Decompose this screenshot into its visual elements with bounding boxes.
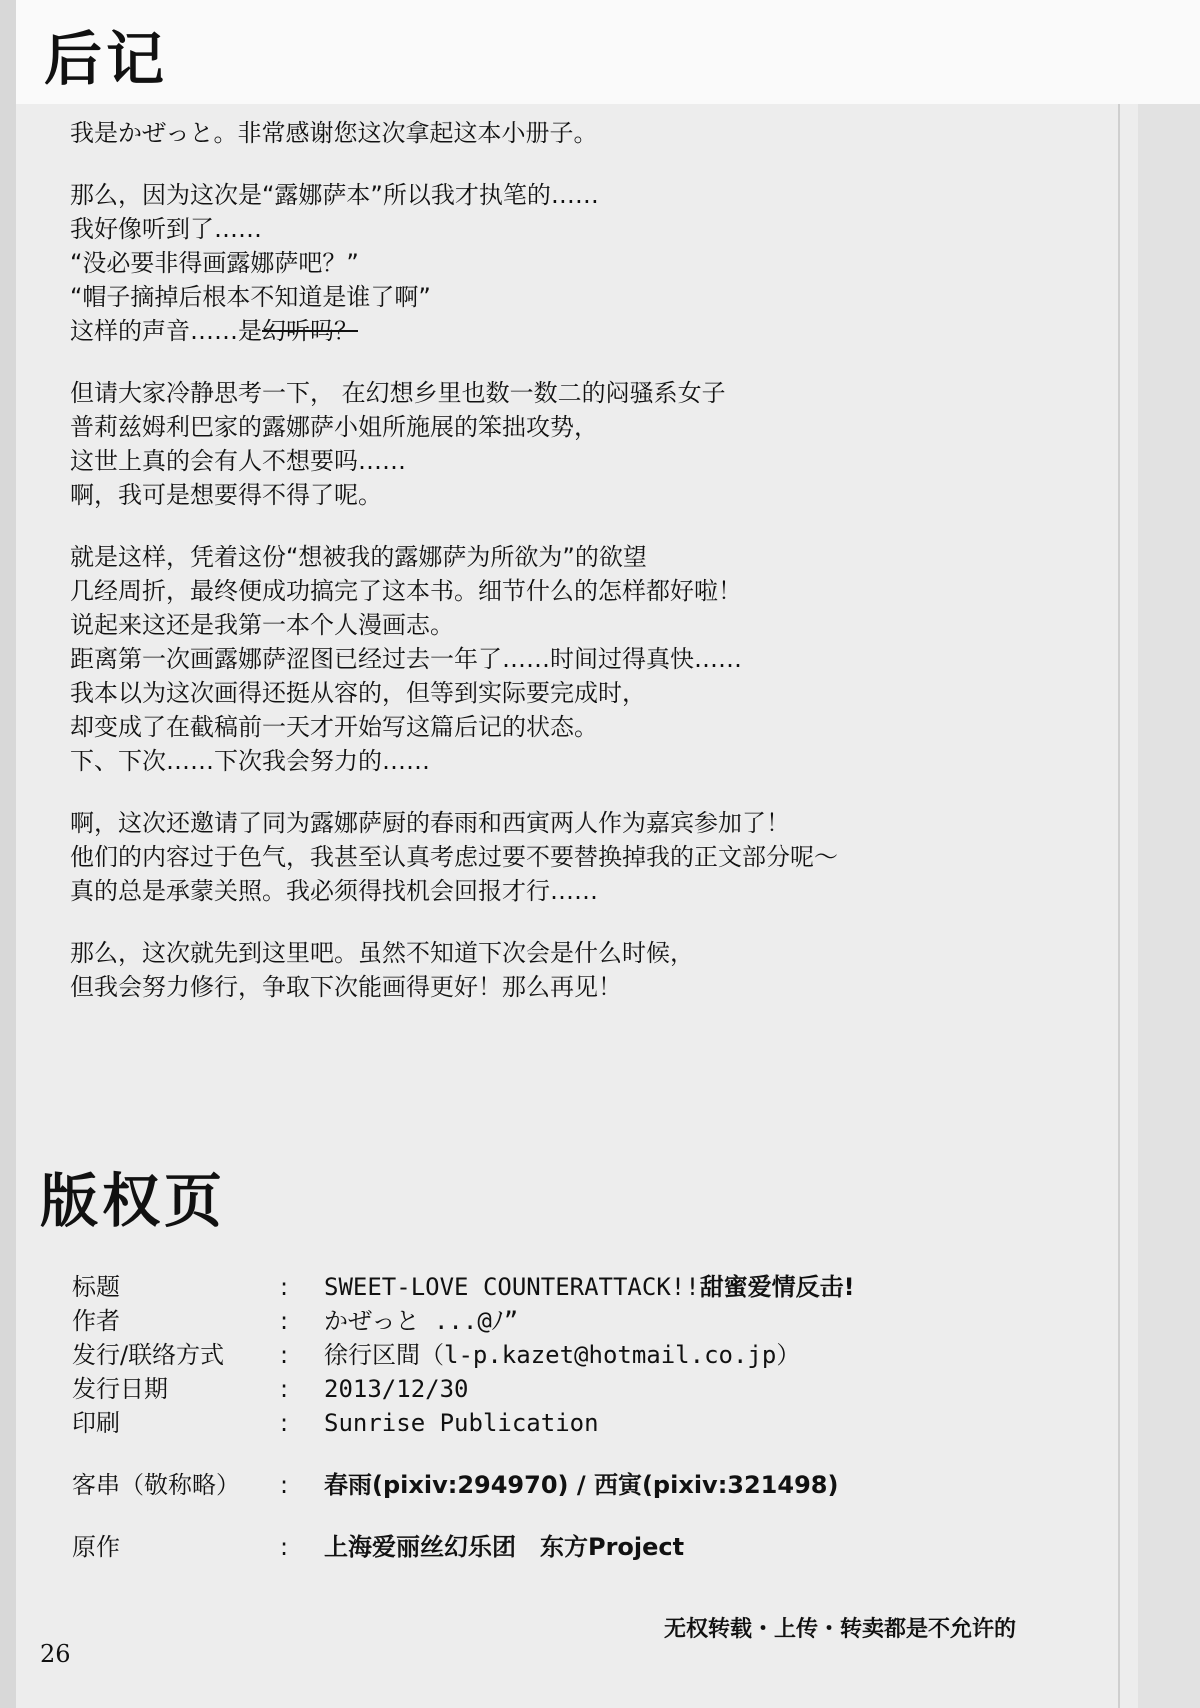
row-separator: :: [280, 1273, 289, 1301]
afterword-line: 距离第一次画露娜萨涩图已经过去一年了……时间过得真快……: [70, 645, 742, 673]
afterword-line-text: 这样的声音……是: [70, 317, 262, 345]
row-value: Sunrise Publication: [324, 1409, 599, 1437]
afterword-line: [70, 314, 838, 348]
afterword-line: 真的总是承蒙关照。我必须得找机会回报才行……: [70, 877, 598, 905]
afterword-heading: 后记: [44, 25, 169, 93]
colophon-row-original: [72, 1530, 685, 1564]
row-separator: :: [280, 1341, 289, 1369]
page-right-rule: [1118, 104, 1120, 1708]
row-label: 印刷: [72, 1409, 120, 1437]
struck-text: 幻听吗？: [262, 317, 358, 345]
row-value: 徐行区間（l-p.kazet@hotmail.co.jp）: [324, 1341, 801, 1369]
page-right-strip: [1138, 104, 1200, 1708]
colophon-row-guests: [72, 1468, 839, 1502]
afterword-line: 那么，因为这次是“露娜萨本”所以我才执笔的……: [70, 181, 599, 209]
row-label: 原作: [72, 1533, 120, 1561]
row-label: 作者: [72, 1307, 120, 1335]
afterword-line: “没必要非得画露娜萨吧？”: [70, 249, 359, 277]
afterword-line: 那么，这次就先到这里吧。虽然不知道下次会是什么时候，: [70, 939, 694, 967]
afterword-line: 但我会努力修行，争取下次能画得更好！那么再见！: [70, 973, 622, 1001]
afterword-line: 下、下次……下次我会努力的……: [70, 747, 430, 775]
colophon-row-publisher: [72, 1338, 801, 1372]
afterword-line: 几经周折，最终便成功搞完了这本书。细节什么的怎样都好啦！: [70, 577, 742, 605]
afterword-line: 这世上真的会有人不想要吗……: [70, 447, 406, 475]
colophon-table: [72, 1270, 855, 1564]
afterword-line: 却变成了在截稿前一天才开始写这篇后记的状态。: [70, 713, 598, 741]
afterword-line: 我是かぜっと。非常感谢您这次拿起这本小册子。: [70, 119, 598, 147]
row-separator: :: [280, 1409, 289, 1437]
afterword-line: 我本以为这次画得还挺从容的，但等到实际要完成时，: [70, 679, 646, 707]
afterword-line: 普莉兹姆利巴家的露娜萨小姐所施展的笨拙攻势，: [70, 413, 598, 441]
row-separator: :: [280, 1375, 289, 1403]
afterword-line: 啊，我可是想要得不得了呢。: [70, 481, 382, 509]
row-value: 2013/12/30: [324, 1375, 469, 1403]
colophon-row-author: [72, 1304, 519, 1338]
row-separator: :: [280, 1471, 289, 1499]
colophon-row-date: [72, 1372, 469, 1406]
afterword-line: “帽子摘掉后根本不知道是谁了啊”: [70, 283, 431, 311]
row-value: 上海爱丽丝幻乐团 东方Project: [324, 1533, 685, 1561]
colophon-row-printer: [72, 1406, 599, 1440]
row-separator: :: [280, 1307, 289, 1335]
title-chinese: 甜蜜爱情反击!: [699, 1273, 855, 1301]
row-label: 发行/联络方式: [72, 1341, 225, 1369]
afterword-line: 我好像听到了……: [70, 215, 262, 243]
title-english: SWEET-LOVE COUNTERATTACK!!: [324, 1273, 700, 1301]
header-band: [0, 0, 1200, 104]
row-label: 客串（敬称略）: [72, 1471, 240, 1499]
colophon-heading: 版权页: [40, 1167, 227, 1235]
afterword-line: 就是这样，凭着这份“想被我的露娜萨为所欲为”的欲望: [70, 543, 647, 571]
row-value: かぜっと ...@ﾉ”: [324, 1307, 519, 1335]
afterword-body: [70, 116, 838, 1004]
page-number: 26: [40, 1640, 71, 1668]
row-label: 标题: [72, 1273, 120, 1301]
row-value: [324, 1270, 855, 1304]
copyright-notice: 无权转载・上传・转卖都是不允许的: [664, 1617, 1017, 1642]
afterword-line: 啊，这次还邀请了同为露娜萨厨的春雨和西寅两人作为嘉宾参加了！: [70, 809, 790, 837]
colophon-row-title: [72, 1270, 855, 1304]
afterword-line: 说起来这还是我第一本个人漫画志。: [70, 611, 454, 639]
row-label: 发行日期: [72, 1375, 168, 1403]
row-value: 春雨(pixiv:294970) / 西寅(pixiv:321498): [324, 1471, 839, 1499]
row-separator: :: [280, 1533, 289, 1561]
afterword-line: 但请大家冷静思考一下， 在幻想乡里也数一数二的闷骚系女子: [70, 379, 726, 407]
page-left-edge: [0, 0, 16, 1708]
afterword-line: 他们的内容过于色气，我甚至认真考虑过要不要替换掉我的正文部分呢～: [70, 843, 838, 871]
